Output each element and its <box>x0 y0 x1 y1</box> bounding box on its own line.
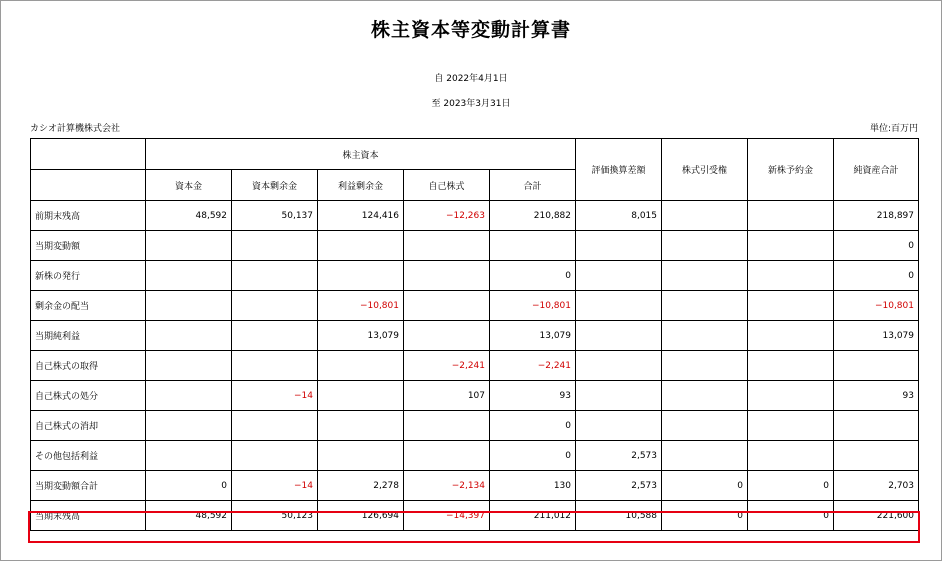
table-cell <box>748 231 834 261</box>
row-label: 剰余金の配当 <box>31 291 146 321</box>
table-cell: 8,015 <box>576 201 662 231</box>
col-header-subtotal: 合計 <box>490 170 576 201</box>
table-cell <box>834 411 919 441</box>
table-cell <box>662 411 748 441</box>
unit-label: 単位:百万円 <box>869 124 918 134</box>
row-label: 当期変動額 <box>31 231 146 261</box>
table-cell <box>576 351 662 381</box>
table-cell <box>232 411 318 441</box>
table-cell: −10,801 <box>490 291 576 321</box>
header-corner-lower <box>31 170 146 201</box>
equity-statement-table <box>30 138 919 531</box>
table-row <box>31 381 919 411</box>
table-cell: 50,123 <box>232 501 318 531</box>
company-name: カシオ計算機株式会社 <box>30 124 121 134</box>
table-cell <box>318 231 404 261</box>
table-cell <box>662 201 748 231</box>
table-cell: −14,397 <box>404 501 490 531</box>
table-cell: 48,592 <box>146 501 232 531</box>
table-cell <box>232 291 318 321</box>
table-cell: 13,079 <box>834 321 919 351</box>
table-cell: 210,882 <box>490 201 576 231</box>
row-label: その他包括利益 <box>31 441 146 471</box>
row-label: 自己株式の取得 <box>31 351 146 381</box>
table-cell: 218,897 <box>834 201 919 231</box>
table-cell <box>404 411 490 441</box>
table-cell: 50,137 <box>232 201 318 231</box>
table-cell <box>834 441 919 471</box>
table-cell: 0 <box>490 411 576 441</box>
table-cell <box>490 231 576 261</box>
table-cell: 0 <box>834 231 919 261</box>
table-cell <box>404 321 490 351</box>
table-cell <box>404 261 490 291</box>
table-cell <box>662 231 748 261</box>
row-label: 当期純利益 <box>31 321 146 351</box>
table-cell <box>748 261 834 291</box>
table-cell <box>232 321 318 351</box>
table-body <box>31 201 919 531</box>
table-cell <box>232 351 318 381</box>
col-header-subscription-rights: 新株予約金 <box>748 139 834 201</box>
table-row <box>31 201 919 231</box>
table-cell: 0 <box>662 501 748 531</box>
header-corner <box>31 139 146 170</box>
table-cell: −10,801 <box>834 291 919 321</box>
col-header-capital: 資本金 <box>146 170 232 201</box>
table-cell <box>576 411 662 441</box>
table-row <box>31 321 919 351</box>
table-cell <box>748 351 834 381</box>
table-cell: 0 <box>146 471 232 501</box>
table-cell: 0 <box>748 501 834 531</box>
table-row <box>31 351 919 381</box>
table-cell <box>662 261 748 291</box>
table-cell: 93 <box>490 381 576 411</box>
period-from: 自 2022年4月1日 <box>434 74 508 84</box>
table-cell <box>576 381 662 411</box>
table-cell <box>404 291 490 321</box>
table-cell: −12,263 <box>404 201 490 231</box>
table-cell <box>146 231 232 261</box>
table-cell: 93 <box>834 381 919 411</box>
table-cell <box>318 351 404 381</box>
table-cell: 126,694 <box>318 501 404 531</box>
table-cell <box>318 441 404 471</box>
table-row <box>31 411 919 441</box>
row-label: 当期末残高 <box>31 501 146 531</box>
table-row <box>31 471 919 501</box>
table-cell <box>662 381 748 411</box>
table-cell <box>834 351 919 381</box>
table-cell <box>232 261 318 291</box>
table-cell <box>576 321 662 351</box>
table-cell: 48,592 <box>146 201 232 231</box>
table-row <box>31 261 919 291</box>
table-cell: 0 <box>662 471 748 501</box>
table-cell: 0 <box>490 441 576 471</box>
period-to: 至 2023年3月31日 <box>431 99 511 109</box>
table-cell <box>748 441 834 471</box>
table-cell: 0 <box>490 261 576 291</box>
row-label: 自己株式の処分 <box>31 381 146 411</box>
table-cell <box>404 231 490 261</box>
col-header-stock-acquisition-rights: 株式引受権 <box>662 139 748 201</box>
col-header-treasury-stock: 自己株式 <box>404 170 490 201</box>
table-cell <box>146 291 232 321</box>
table-cell: 10,588 <box>576 501 662 531</box>
table-cell <box>748 381 834 411</box>
table-cell: −10,801 <box>318 291 404 321</box>
col-header-valuation: 評価換算差額 <box>576 139 662 201</box>
header-row-top <box>31 139 919 170</box>
table-cell <box>318 261 404 291</box>
group-header-shareholders-equity: 株主資本 <box>146 139 576 170</box>
table-cell: 2,703 <box>834 471 919 501</box>
table-cell <box>748 411 834 441</box>
table-cell <box>576 261 662 291</box>
table-cell <box>146 351 232 381</box>
col-header-retained-earnings: 利益剰余金 <box>318 170 404 201</box>
table-row <box>31 291 919 321</box>
table-cell <box>404 441 490 471</box>
table-row <box>31 231 919 261</box>
row-label: 自己株式の消却 <box>31 411 146 441</box>
table-cell <box>748 291 834 321</box>
table-cell <box>232 231 318 261</box>
table-cell <box>576 291 662 321</box>
table-cell: 107 <box>404 381 490 411</box>
table-cell <box>146 441 232 471</box>
table-cell: 2,278 <box>318 471 404 501</box>
row-label: 前期末残高 <box>31 201 146 231</box>
table-cell <box>146 321 232 351</box>
table-cell: −2,241 <box>404 351 490 381</box>
table-cell: 124,416 <box>318 201 404 231</box>
table-cell: −2,241 <box>490 351 576 381</box>
table-cell <box>318 411 404 441</box>
table-cell: −14 <box>232 381 318 411</box>
table-cell: 221,600 <box>834 501 919 531</box>
table-cell <box>318 381 404 411</box>
table-cell <box>662 291 748 321</box>
table-cell: 13,079 <box>318 321 404 351</box>
table-cell <box>146 381 232 411</box>
table-cell <box>146 261 232 291</box>
table-cell <box>748 201 834 231</box>
table-cell: 2,573 <box>576 471 662 501</box>
table-cell: 0 <box>834 261 919 291</box>
table-cell: −14 <box>232 471 318 501</box>
table-cell <box>748 321 834 351</box>
table-cell: 211,012 <box>490 501 576 531</box>
table-row <box>31 501 919 531</box>
table-cell: 13,079 <box>490 321 576 351</box>
table-cell <box>662 351 748 381</box>
row-label: 当期変動額合計 <box>31 471 146 501</box>
table-cell <box>576 231 662 261</box>
row-label: 新株の発行 <box>31 261 146 291</box>
document-title: 株主資本等変動計算書 <box>370 19 571 41</box>
col-header-total-net-assets: 純資産合計 <box>834 139 919 201</box>
col-header-capital-surplus: 資本剰余金 <box>232 170 318 201</box>
table-cell <box>146 411 232 441</box>
table-cell <box>662 321 748 351</box>
table-cell: −2,134 <box>404 471 490 501</box>
table-row <box>31 441 919 471</box>
table-cell <box>232 441 318 471</box>
table-cell: 130 <box>490 471 576 501</box>
table-cell <box>662 441 748 471</box>
table-cell: 2,573 <box>576 441 662 471</box>
table-cell: 0 <box>748 471 834 501</box>
